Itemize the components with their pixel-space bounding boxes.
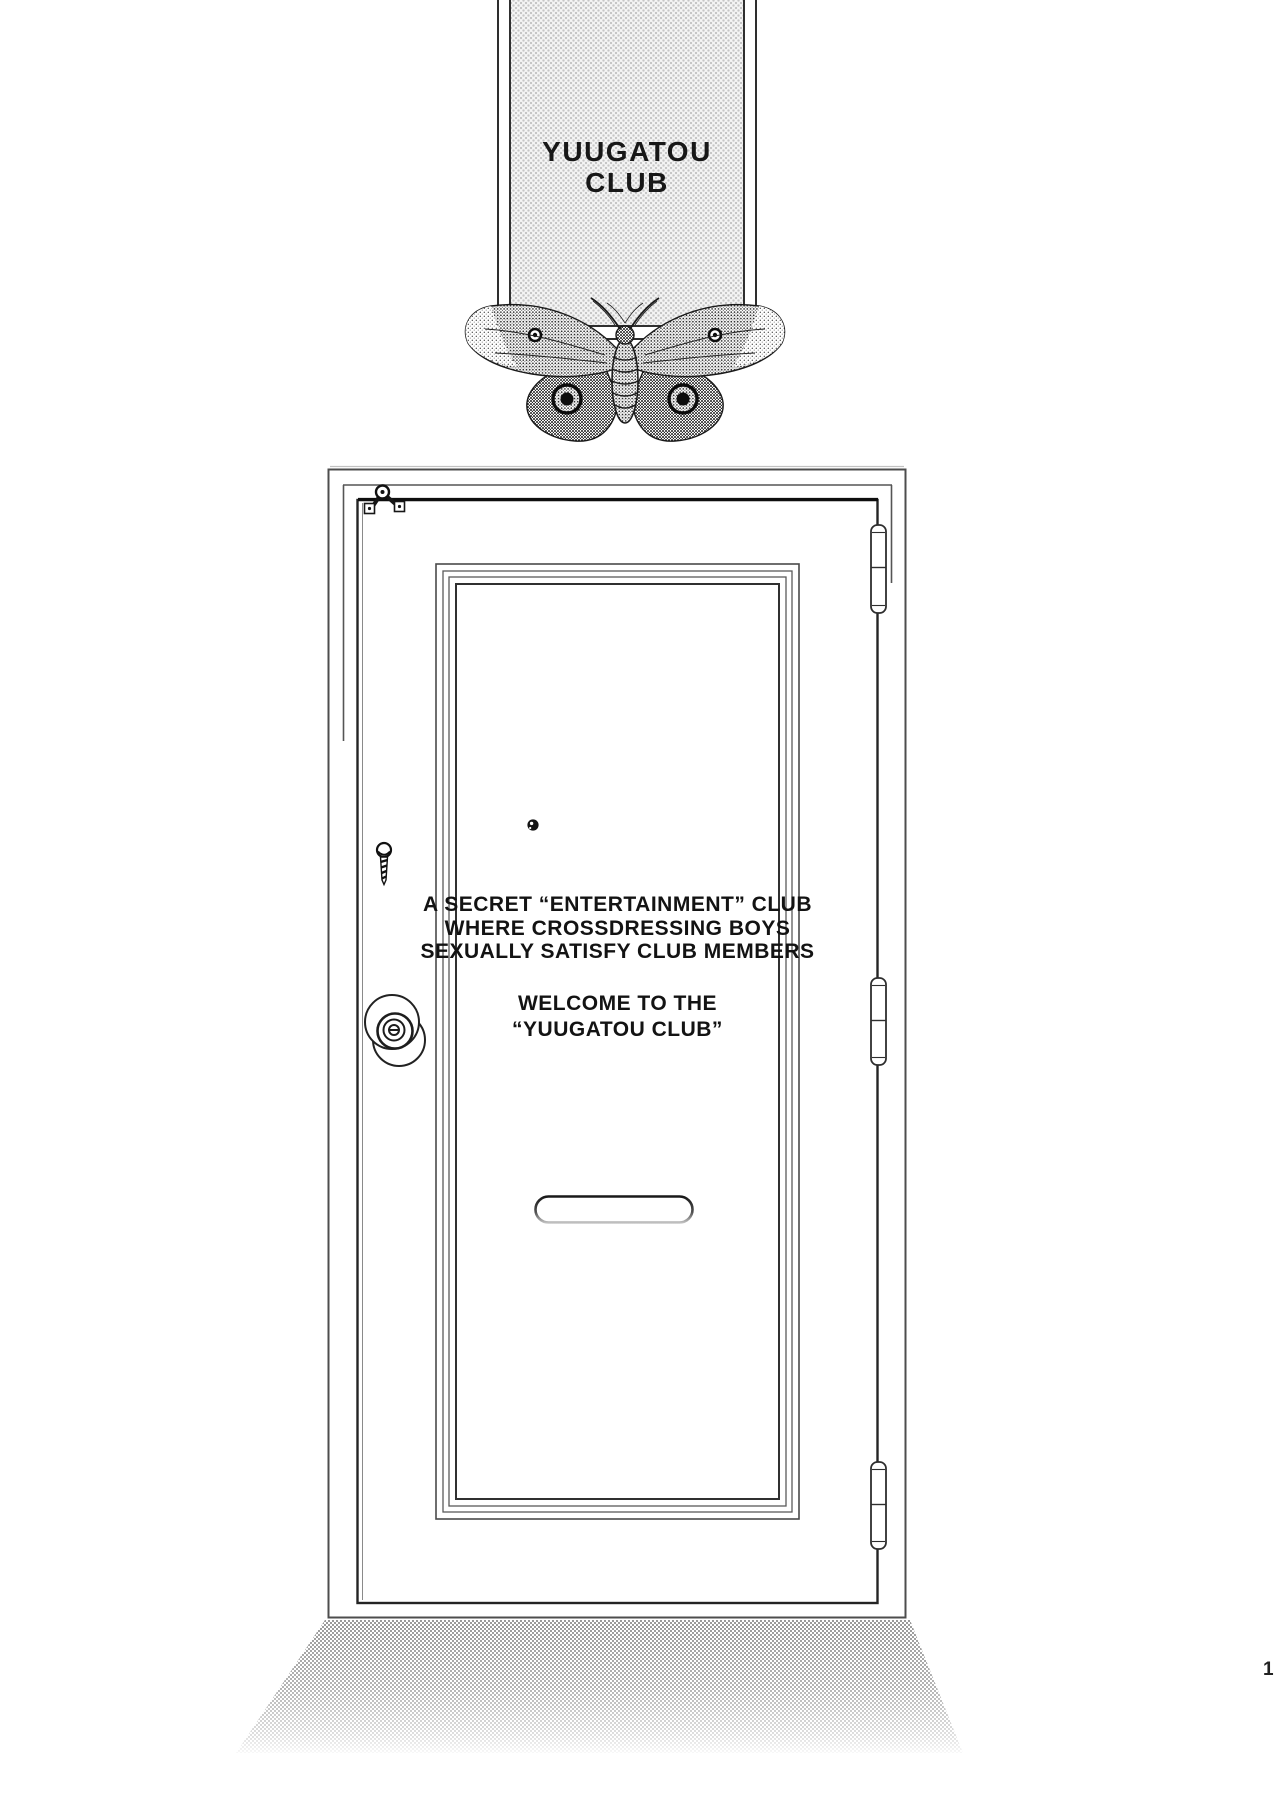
hinge-bottom-icon: [871, 1462, 886, 1549]
door-welcome-text: [357, 991, 878, 1043]
moth-icon: [466, 298, 785, 441]
hinge-top-icon: [871, 525, 886, 613]
door-description-text: [357, 893, 878, 964]
door-welcome-line1: WELCOME TO THE: [517, 992, 718, 1015]
door-description-line2: WHERE CROSSDRESSING BOYS: [444, 916, 791, 940]
floor-shadow: [236, 1620, 963, 1753]
door-description-line1: A SECRET “ENTERTAINMENT” CLUB: [423, 893, 812, 916]
door-description-line3: SEXUALLY SATISFY CLUB MEMBERS: [420, 940, 815, 963]
club-sign-title-line2: CLUB: [585, 167, 669, 198]
door-welcome-line2: “YUUGATOU CLUB”: [512, 1018, 723, 1041]
page-number: 1: [1263, 1659, 1274, 1680]
club-sign-title-line1: YUUGATOU: [542, 136, 712, 167]
peephole-icon: [527, 819, 538, 830]
door-leaf: [358, 500, 879, 1604]
